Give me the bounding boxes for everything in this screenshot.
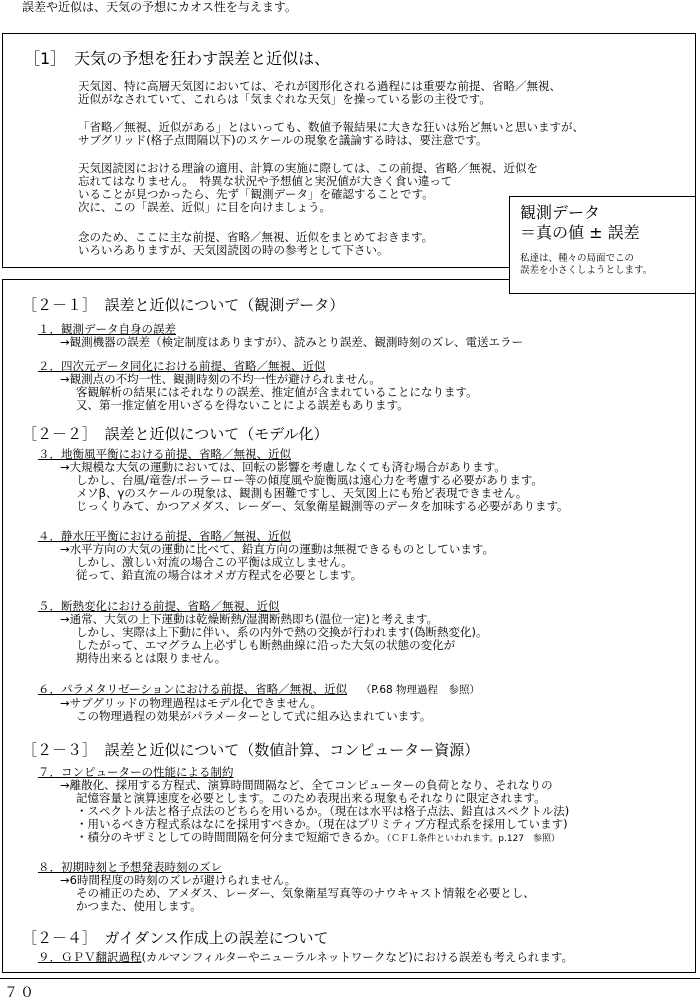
callout-line2: ＝真の値 ± 誤差 bbox=[520, 223, 640, 242]
section1-paragraph-1: 天気図、特に高層天気図においては、それが図形化される過程には重要な前提、省略／無視、 近似がなされていて、これらは「気まぐれな天気」を操っている影の主役です。 bbox=[78, 79, 561, 106]
section1-paragraph-4: 念のため、ここに主な前提、省略／無視、近似をまとめておきます。 いろいろありますが、天気図読図の時の参考として下さい。 bbox=[78, 230, 434, 257]
item-9-text: (カルマンフィルターやニューラルネットワークなど)における誤差も考えられます。 bbox=[141, 950, 573, 964]
top-line: 誤差や近似は、天気の予想にカオス性を与えます。 bbox=[22, 0, 297, 14]
callout-line1: 観測データ bbox=[520, 203, 601, 222]
heading-2-1: ［２－１］ 誤差と近似について（観測データ） bbox=[22, 296, 345, 314]
item-9 bbox=[38, 951, 573, 965]
item-1: １．観測データ自身の誤差 →観測機器の誤差（検定制度はありますが）、読みとり誤差、観測時刻のズレ、電送エラー bbox=[38, 322, 523, 349]
footer-rule bbox=[0, 978, 700, 979]
observation-callout bbox=[509, 196, 696, 294]
section1-heading: ［1］ 天気の予想を狂わす誤差と近似は、 bbox=[24, 49, 331, 68]
item-8: ８．初期時刻と予想発表時刻のズレ →6時間程度の時刻のズレが避けられません。 その補正のため、アメダス、レーダー、気象衛星写真等のナウキャスト情報を必要とし、 かつまた、使用します。 bbox=[38, 860, 535, 913]
callout-note1: 私達は、種々の局面でこの bbox=[520, 253, 635, 264]
item-2: ２．四次元データ同化における前提、省略／無視、近似 →観測点の不均一性、観測時刻の不均一性が避けられません。 客観解析の結果にはそれなりの誤差、推定値が含まれていることになります。 又、第一推定値を用いざるを得ないことによる誤差もあります。 bbox=[38, 359, 478, 412]
item-1-title: １．観測データ自身の誤差 bbox=[38, 322, 176, 336]
heading-2-2: ［２－２］ 誤差と近似について（モデル化） bbox=[22, 425, 329, 443]
item-6: ６．パラメタリゼーションにおける前提、省略／無視、近似 （P.68 物理過程 参照） →サブグリッドの物理過程はモデル化できません。 この物理過程の効果がパラメーターとして式に組み込まれています。 bbox=[38, 682, 481, 723]
item-8-title: ８．初期時刻と予想発表時刻のズレ bbox=[38, 860, 222, 874]
item-7-title: ７．コンピューターの性能による制約 bbox=[38, 765, 234, 779]
item-3-title: ３．地衡風平衡における前提、省略／無視、近似 bbox=[38, 447, 291, 461]
heading-2-3: ［２－３］ 誤差と近似について（数値計算、コンピューター資源） bbox=[22, 741, 480, 759]
callout-note2: 誤差を小さくしようとします。 bbox=[520, 264, 653, 276]
item-7-note: （ＣＦＬ条件といわれます。p.127 参照） bbox=[386, 834, 561, 844]
section1-paragraph-2: 「省略／無視、近似がある」とはいっても、数値予報結果に大きな狂いは殆ど無いと思いますが、 サブグリッド(格子点間隔以下)のスケールの現象を議論する時は、要注意です。 bbox=[78, 120, 584, 147]
item-4: ４．静水圧平衡における前提、省略／無視、近似 →水平方向の大気の運動に比べて、鉛直方向の運動は無視できるものとしています。 しかし、激しい対流の場合この平衡は成立しません。 従って、鉛直流の場合はオメガ方程式を必要とします。 bbox=[38, 529, 494, 582]
item-5-title: ５．断熱変化における前提、省略／無視、近似 bbox=[38, 599, 280, 613]
item-6-title: ６．パラメタリゼーションにおける前提、省略／無視、近似 bbox=[38, 682, 348, 696]
section1-paragraph-3: 天気図読図における理論の適用、計算の実施に際しては、この前提、省略／無視、近似を 忘れてはなりません。 特異な状況や予想値と実況値が大きく食い違って いることが見つかったら、先ず「観測データ」を確認することです。 次に、この「誤差、近似」に目を向けましょう。 bbox=[78, 161, 538, 214]
item-4-title: ４．静水圧平衡における前提、省略／無視、近似 bbox=[38, 529, 291, 543]
item-7: ７．コンピューターの性能による制約 →離散化、採用する方程式、演算時間間隔など、全てコンピューターの負荷となり、それなりの 記憶容量と演算速度を必要とします。このため表現出来る現象もそれなりに限定されます。 ・スペクトル法と格子点法のどちらを用いるか。（現在は水平は格子点法、鉛直はスペクトル法) ・用いるべき方程式系はなにを採用すべきか。（現在はプリミティブ方程式系を採用しています) ・積分のキザミとしての時間間隔を何分まで短縮できるか。（ＣＦＬ条件といわれます。p.127 参照） bbox=[38, 765, 570, 844]
item-6-ref: （P.68 物理過程 参照） bbox=[360, 684, 481, 696]
item-9-title: ９．ＧＰＶ翻訳過程 bbox=[38, 950, 142, 964]
page-number: ７０ bbox=[4, 985, 36, 1001]
heading-2-4: ［２－４］ ガイダンス作成上の誤差について bbox=[22, 929, 329, 947]
item-3: ３．地衡風平衡における前提、省略／無視、近似 →大規模な大気の運動においては、回転の影響を考慮しなくても済む場合があります。 しかし、台風/竜巻/ポーラーロー等の傾度風や旋衡風は遠心力を考慮する必要があります。 メソβ、γのスケールの現象は、観測も困難ですし、天気図上にも殆ど表現できません。 じっくりみて、かつアメダス、レーダー、気象衛星観測等のデータを加味する必要があります。 bbox=[38, 447, 569, 513]
item-5: ５．断熱変化における前提、省略／無視、近似 →通常、大気の上下運動は乾燥断熱/湿潤断熱即ち(温位一定)と考えます。 しかし、実際は上下動に伴い、系の内外で熱の交換が行われます(偽断熱変化)。 したがって、エマグラム上必ずしも断熱曲線に沿った大気の状態の変化が 期待出来るとは限りません。 bbox=[38, 599, 488, 665]
item-2-title: ２．四次元データ同化における前提、省略／無視、近似 bbox=[38, 359, 326, 373]
